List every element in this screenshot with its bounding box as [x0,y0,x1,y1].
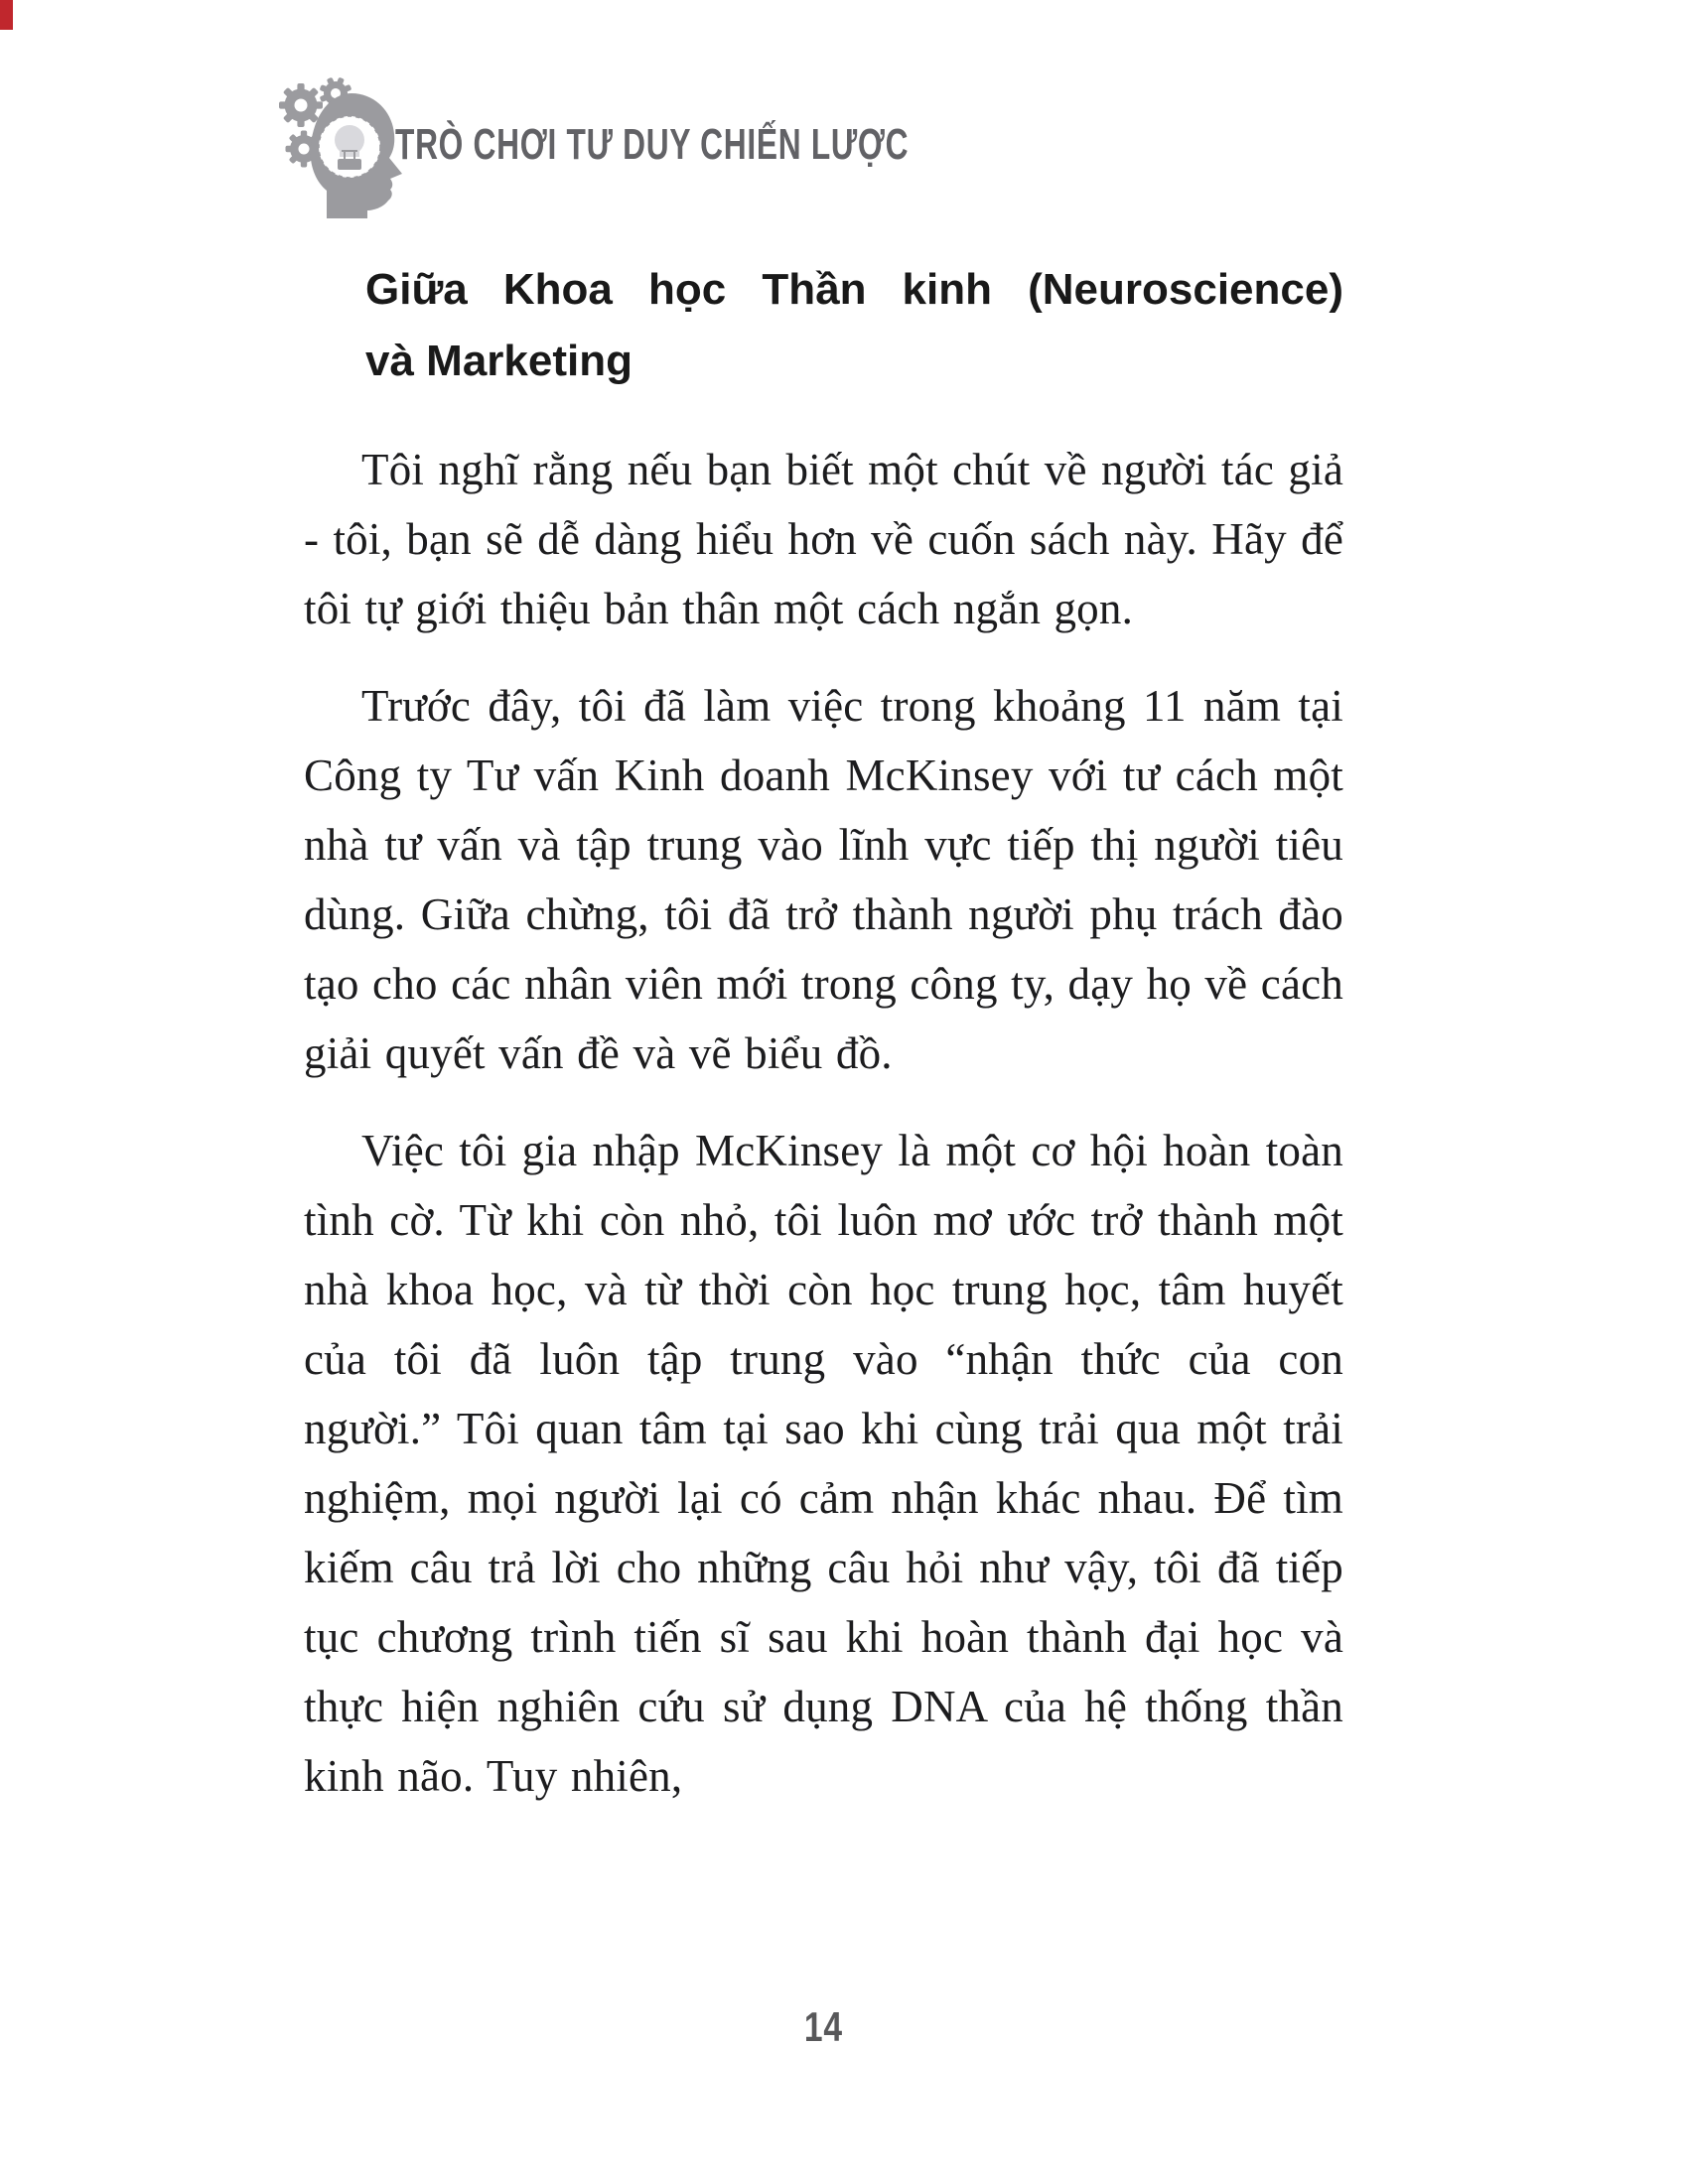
section-heading [365,254,1343,397]
gear-icon [279,83,323,127]
page-number: 14 [804,2003,843,2050]
paragraph: Tôi nghĩ rằng nếu bạn biết một chút về người tác giả - tôi, bạn sẽ dễ dàng hiểu hơn về cuốn sách này. Hãy để tôi tự giới thiệu bản thân một cách ngắn gọn. [304,445,1343,633]
book-title-header: TRÒ CHƠI TƯ DUY CHIẾN LƯỢC [395,120,910,169]
page-content [304,254,1343,1839]
paragraph: Việc tôi gia nhập McKinsey là một cơ hội hoàn toàn tình cờ. Từ khi còn nhỏ, tôi luôn mơ ước trở thành một nhà khoa học, và từ thời còn học trung học, tâm huyết của tôi đã luôn tập trung vào “nhận thức của con người.” Tôi quan tâm tại sao khi cùng trải qua một trải nghiệm, mọi người lại có cảm nhận khác nhau. Để tìm kiếm câu trả lời cho những câu hỏi như vậy, tôi đã tiếp tục chương trình tiến sĩ sau khi hoàn thành đại học và thực hiện nghiên cứu sử dụng DNA của hệ thống thần kinh não. Tuy nhiên, [304,1126,1343,1801]
brand-logo [278,68,407,221]
head-gears-logo-icon [278,68,407,221]
section-heading-line2: và Marketing [365,337,633,385]
page-corner-mark [0,0,13,30]
lightbulb-icon [335,125,364,170]
paragraph: Trước đây, tôi đã làm việc trong khoảng 11 năm tại Công ty Tư vấn Kinh doanh McKinsey với tư cách một nhà tư vấn và tập trung vào lĩnh vực tiếp thị người tiêu dùng. Giữa chừng, tôi đã trở thành người phụ trách đào tạo cho các nhân viên mới trong công ty, dạy họ về cách giải quyết vấn đề và vẽ biểu đồ. [304,681,1343,1078]
section-heading-line1: Giữa Khoa học Thần kinh (Neuroscience) [365,265,1343,314]
